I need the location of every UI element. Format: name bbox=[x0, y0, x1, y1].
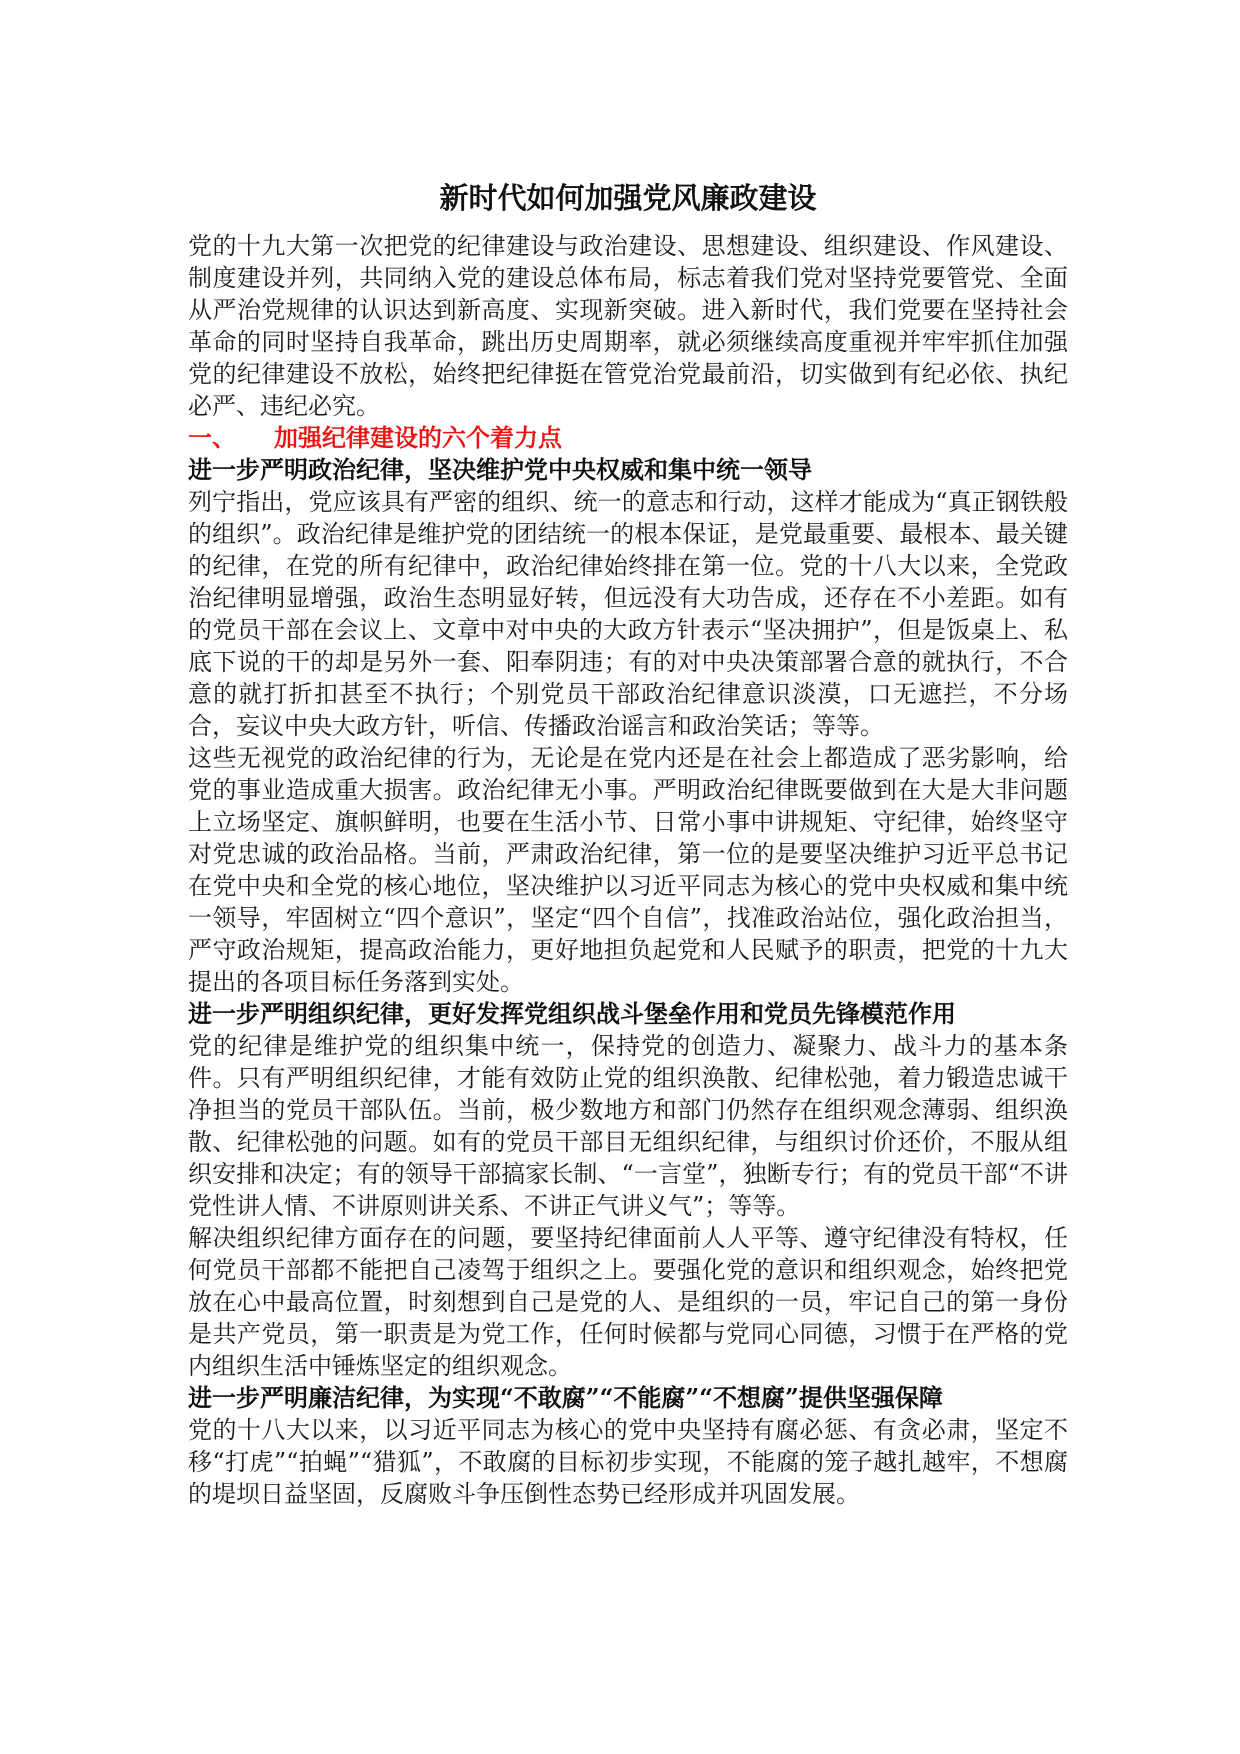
paragraph: 党的纪律是维护党的组织集中统一，保持党的创造力、凝聚力、战斗力的基本条件。只有严明组织纪律，才能有效防止党的组织涣散、纪律松弛，着力锻造忠诚干净担当的党员干部队伍。当前，极少数地方和部门仍然存在组织观念薄弱、组织涣散、纪律松弛的问题。如有的党员干部目无组织纪律，与组织讨价还价，不服从组织安排和决定；有的领导干部搞家长制、“一言堂”，独断专行；有的党员干部“不讲党性讲人情、不讲原则讲关系、不讲正气讲义气”；等等。 bbox=[188, 1032, 1068, 1220]
subheading-organizational-discipline: 进一步严明组织纪律，更好发挥党组织战斗堡垒作用和党员先锋模范作用 bbox=[188, 999, 956, 1028]
section-number: 一、 bbox=[188, 423, 236, 452]
subheading-political-discipline: 进一步严明政治纪律，坚决维护党中央权威和集中统一领导 bbox=[188, 455, 812, 484]
document-page bbox=[188, 176, 1068, 1510]
section-title: 加强纪律建设的六个着力点 bbox=[274, 423, 562, 452]
paragraph: 党的十八大以来，以习近平同志为核心的党中央坚持有腐必惩、有贪必肃，坚定不移“打虎”“拍蝇”“猎狐”，不敢腐的目标初步实现，不能腐的笼子越扎越牢，不想腐的堤坝日益坚固，反腐败斗争压倒性态势已经形成并巩固发展。 bbox=[188, 1416, 1068, 1508]
intro-paragraph: 党的十九大第一次把党的纪律建设与政治建设、思想建设、组织建设、作风建设、制度建设并列，共同纳入党的建设总体布局，标志着我们党对坚持党要管党、全面从严治党规律的认识达到新高度、实现新突破。进入新时代，我们党要在坚持社会革命的同时坚持自我革命，跳出历史周期率，就必须继续高度重视并牢牢抓住加强党的纪律建设不放松，始终把纪律挺在管党治党最前沿，切实做到有纪必依、执纪必严、违纪必究。 bbox=[188, 232, 1068, 420]
paragraph: 这些无视党的政治纪律的行为，无论是在党内还是在社会上都造成了恶劣影响，给党的事业造成重大损害。政治纪律无小事。严明政治纪律既要做到在大是大非问题上立场坚定、旗帜鲜明，也要在生活小节、日常小事中讲规矩、守纪律，始终坚守对党忠诚的政治品格。当前，严肃政治纪律，第一位的是要坚决维护习近平总书记在党中央和全党的核心地位，坚决维护以习近平同志为核心的党中央权威和集中统一领导，牢固树立“四个意识”，坚定“四个自信”，找准政治站位，强化政治担当，严守政治规矩，提高政治能力，更好地担负起党和人民赋予的职责，把党的十九大提出的各项目标任务落到实处。 bbox=[188, 744, 1068, 996]
paragraph: 解决组织纪律方面存在的问题，要坚持纪律面前人人平等、遵守纪律没有特权，任何党员干部都不能把自己凌驾于组织之上。要强化党的意识和组织观念，始终把党放在心中最高位置，时刻想到自己是党的人、是组织的一员，牢记自己的第一身份是共产党员，第一职责是为党工作，任何时候都与党同心同德，习惯于在严格的党内组织生活中锤炼坚定的组织观念。 bbox=[188, 1224, 1068, 1380]
document-title: 新时代如何加强党风廉政建设 bbox=[439, 181, 817, 215]
subheading-integrity-discipline: 进一步严明廉洁纪律，为实现“不敢腐”“不能腐”“不想腐”提供坚强保障 bbox=[188, 1383, 943, 1412]
section-heading bbox=[188, 422, 1068, 454]
paragraph: 列宁指出，党应该具有严密的组织、统一的意志和行动，这样才能成为“真正钢铁般的组织”。政治纪律是维护党的团结统一的根本保证，是党最重要、最根本、最关键的纪律，在党的所有纪律中，政治纪律始终排在第一位。党的十八大以来，全党政治纪律明显增强，政治生态明显好转，但远没有大功告成，还存在不小差距。如有的党员干部在会议上、文章中对中央的大政方针表示“坚决拥护”，但是饭桌上、私底下说的干的却是另外一套、阳奉阴违；有的对中央决策部署合意的就执行，不合意的就打折扣甚至不执行；个别党员干部政治纪律意识淡漠，口无遮拦，不分场合，妄议中央大政方针，听信、传播政治谣言和政治笑话；等等。 bbox=[188, 488, 1068, 740]
